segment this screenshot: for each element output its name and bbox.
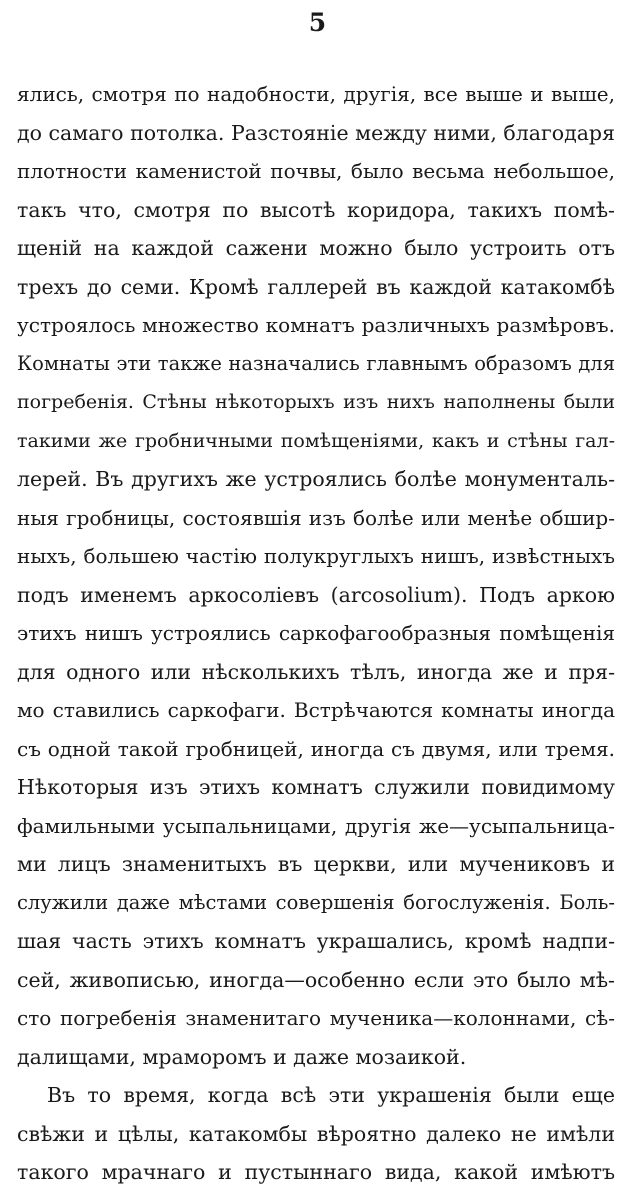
- text-line: устроялось множество комнатъ различныхъ размѣровъ.: [17, 313, 615, 337]
- text-line: этихъ нишъ устроялись саркофагообразныя помѣщенія: [17, 621, 615, 645]
- text-line: такъ что, смотря по высотѣ коридора, такихъ помѣ-: [17, 197, 615, 222]
- page-number: 5: [308, 8, 327, 37]
- text-line: такими же гробничными помѣщеніями, какъ и стѣны гал-: [17, 429, 615, 452]
- text-line: такого мрачнаго и пустыннаго вида, какой имѣютъ: [17, 1160, 615, 1184]
- text-line: мо ставились саркофаги. Встрѣчаются комнаты иногда: [17, 698, 615, 722]
- text-line: щеній на каждой сажени можно было устроить отъ: [17, 236, 615, 260]
- text-line: Въ то время, когда всѣ эти украшенія были еще: [47, 1083, 615, 1107]
- text-line: ныя гробницы, состоявшія изъ болѣе или менѣе обшир-: [17, 505, 615, 530]
- text-line: до самаго потолка. Разстояніе между ними, благодаря: [17, 120, 615, 145]
- text-line: сей, живописью, иногда—особенно если это было мѣ-: [17, 967, 615, 992]
- text-line: лерей. Въ другихъ же устроялись болѣе монументаль-: [17, 467, 615, 491]
- text-line: сто погребенія знаменитаго мученика—колоннами, сѣ-: [17, 1006, 615, 1030]
- text-line: съ одной такой гробницей, иногда съ двумя, или тремя.: [17, 736, 615, 761]
- text-line: погребенія. Стѣны нѣкоторыхъ изъ нихъ наполнены были: [17, 391, 615, 413]
- text-line: трехъ до семи. Кромѣ галлерей въ каждой катакомбѣ: [17, 274, 615, 299]
- text-line: фамильными усыпальницами, другія же—усыпальница-: [17, 813, 615, 838]
- text-line: Нѣкоторыя изъ этихъ комнатъ служили повидимому: [17, 775, 615, 799]
- text-line: Комнаты эти также назначались главнымъ образомъ для: [17, 351, 615, 375]
- body-text: [17, 75, 615, 1192]
- text-line: ныхъ, большею частію полукруглыхъ нишъ, извѣстныхъ: [17, 544, 615, 568]
- text-line: для одного или нѣсколькихъ тѣлъ, иногда же и пря-: [17, 659, 615, 684]
- text-line: плотности каменистой почвы, было весьма небольшое,: [17, 159, 615, 183]
- text-line: свѣжи и цѣлы, катакомбы вѣроятно далеко не имѣли: [17, 1121, 615, 1146]
- text-line: далищами, мраморомъ и даже мозаикой.: [17, 1044, 467, 1069]
- text-line: шая часть этихъ комнатъ украшались, кромѣ надпи-: [17, 929, 615, 953]
- text-line: служили даже мѣстами совершенія богослуженія. Боль-: [17, 890, 615, 914]
- text-line: ялись, смотря по надобности, другія, все выше и выше,: [17, 82, 615, 106]
- text-line: подъ именемъ аркосоліевъ (arcosolium). Подъ аркою: [17, 582, 615, 607]
- text-line: ми лицъ знаменитыхъ въ церкви, или мучениковъ и: [17, 852, 615, 876]
